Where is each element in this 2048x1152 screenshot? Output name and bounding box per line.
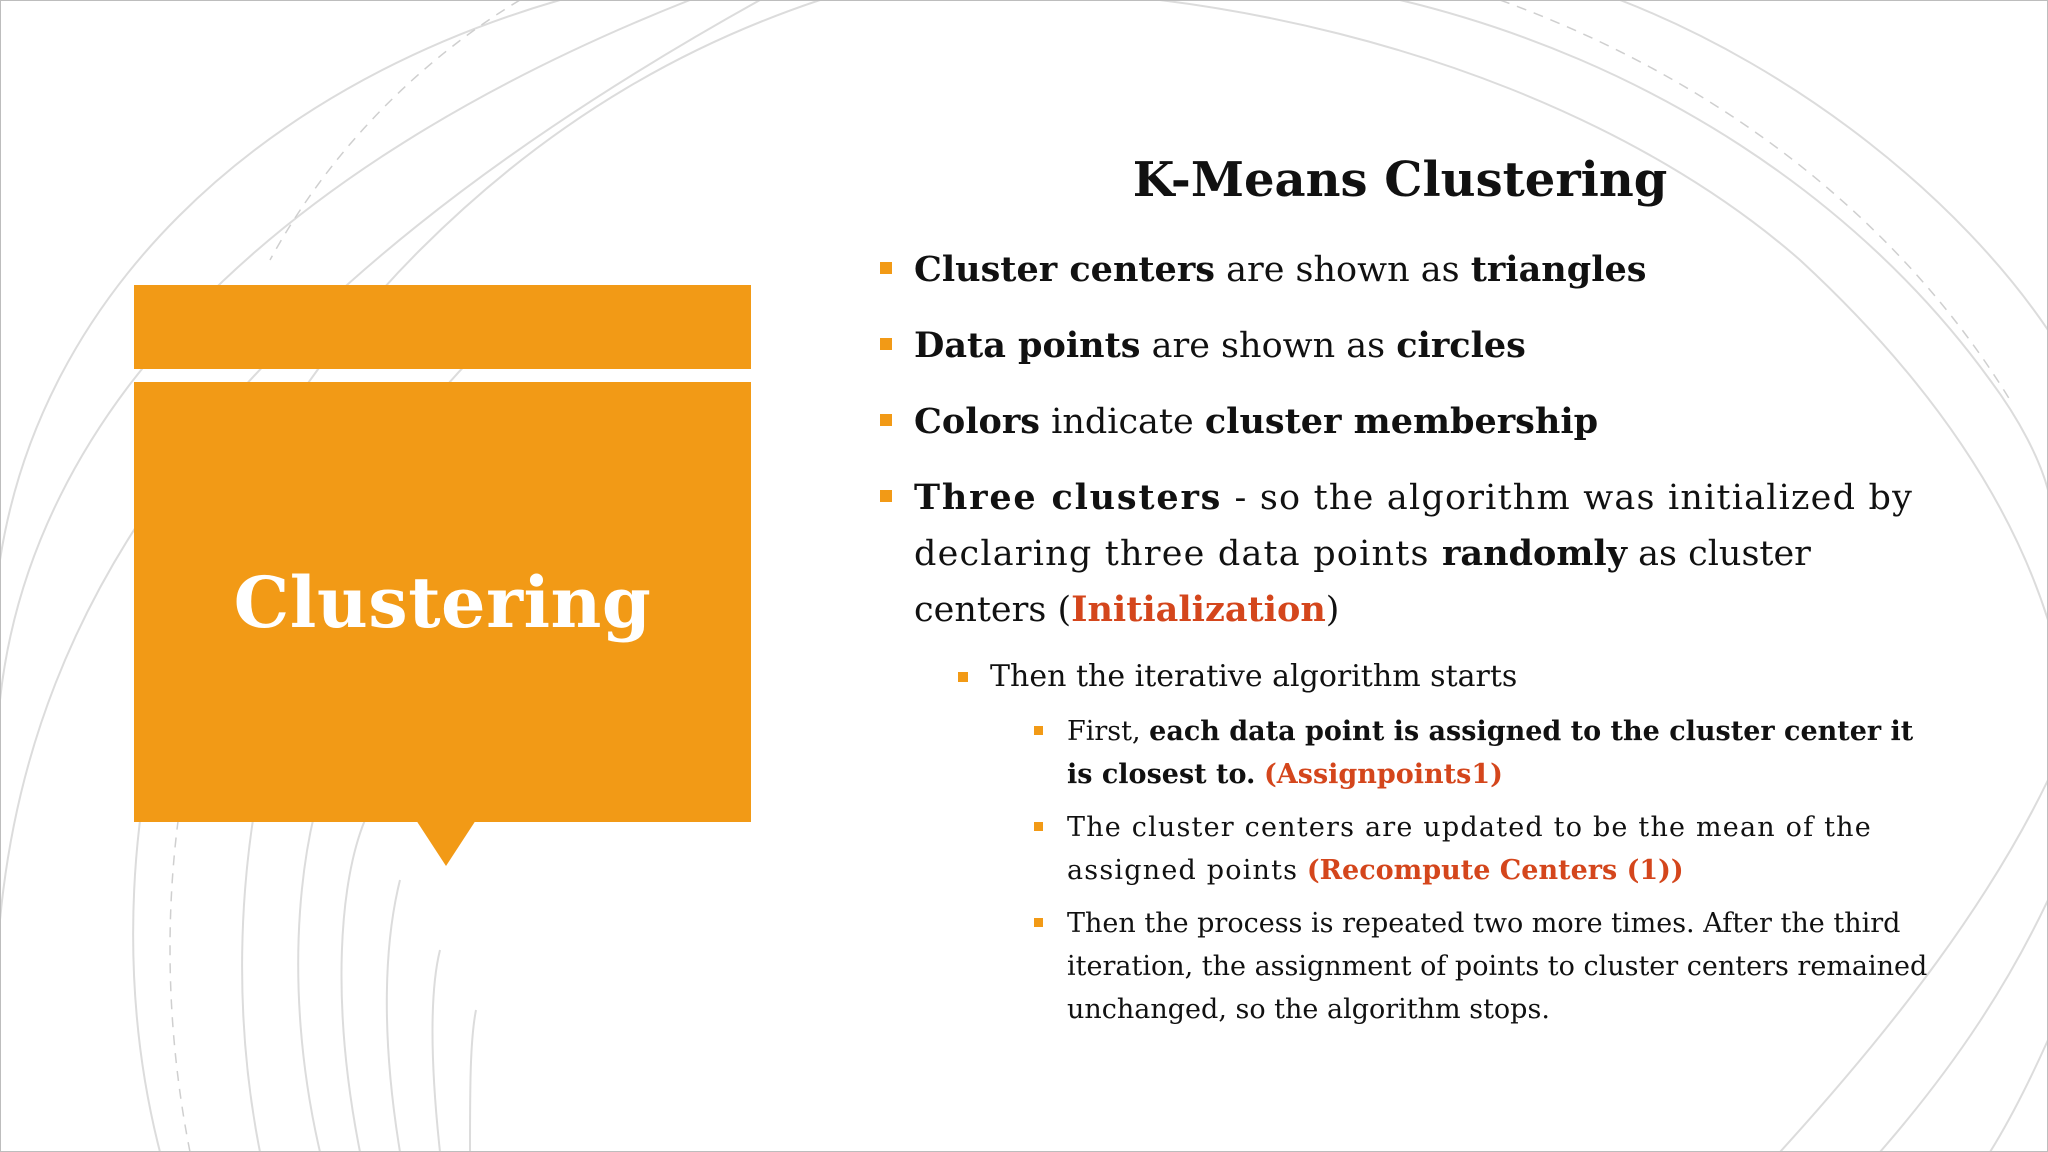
bullet-marker [880, 414, 892, 426]
section-title: Clustering [233, 560, 652, 644]
bullet-list [870, 242, 1930, 1041]
term: Three clusters [914, 477, 1223, 518]
bullet-marker [1034, 918, 1043, 927]
term: each data point is assigned to the cluster center it is closest to. [1067, 716, 1914, 790]
bullet-marker [1034, 726, 1043, 735]
step-item [870, 806, 1930, 892]
highlight-recompute-centers: (Recompute Centers (1)) [1306, 855, 1684, 886]
text: are shown as [1140, 326, 1397, 366]
bullet-item [870, 318, 1930, 374]
text: Then the iterative algorithm starts [990, 659, 1518, 694]
bullet-marker [1034, 822, 1043, 831]
term: Data points [914, 325, 1141, 366]
step-item [870, 902, 1930, 1031]
text: - so the algorithm was initialized by declaring three data points [914, 478, 1914, 574]
text: Then the process is repeated two more times. After the third iteration, the assignment of points to cluster centers remained unchanged, so the algorithm stops. [1067, 908, 1928, 1025]
bullet-marker [958, 672, 968, 682]
text: ) [1325, 590, 1340, 630]
title-accent-strip [134, 285, 751, 369]
term: Cluster centers [914, 249, 1215, 290]
term: triangles [1470, 249, 1647, 290]
term: Colors [914, 401, 1040, 442]
text: The cluster centers are updated to be the mean of the assigned points [1067, 812, 1872, 886]
bullet-item [870, 242, 1930, 298]
bullet-item [870, 394, 1930, 450]
bullet-marker [880, 262, 892, 274]
highlight-assignpoints: (Assignpoints1) [1264, 759, 1503, 790]
term: cluster membership [1204, 401, 1599, 442]
term: randomly [1441, 533, 1628, 574]
text: as cluster centers ( [914, 534, 1811, 630]
text: are shown as [1214, 250, 1471, 290]
bullet-marker [880, 490, 892, 502]
term: circles [1396, 325, 1526, 366]
text [1298, 855, 1307, 886]
text [1255, 759, 1264, 790]
highlight-initialization: Initialization [1071, 589, 1326, 630]
bullet-marker [880, 338, 892, 350]
sub-bullet-item [870, 654, 1930, 700]
step-item [870, 710, 1930, 796]
text: First, [1067, 716, 1150, 747]
callout-pointer [416, 820, 476, 866]
text: indicate [1040, 402, 1205, 442]
bullet-item [870, 470, 1930, 638]
slide-title: K-Means Clustering [1132, 152, 1668, 208]
